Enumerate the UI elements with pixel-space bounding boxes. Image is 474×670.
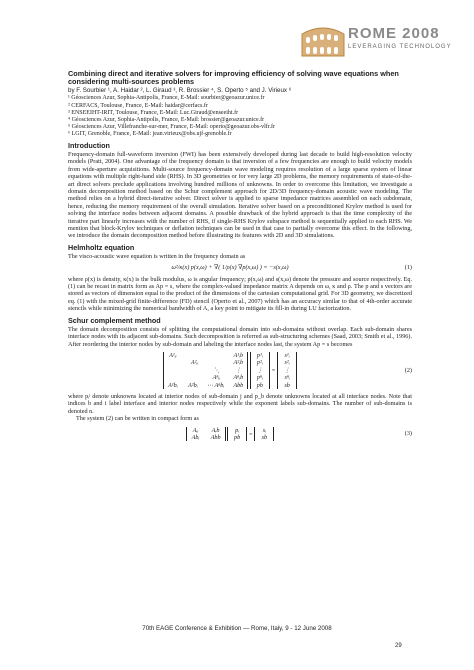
matrix-row [254,382,266,389]
matrix-row [254,359,266,366]
compact-matrix-a [186,427,226,442]
matrix-cell: sⁿᵢ [284,374,290,382]
matrix-cell: Abb [233,381,244,389]
matrix-row [258,434,270,441]
equation-2-number: (2) [404,366,412,374]
affiliation: ¹ Géosciences Azur, Sophia-Antipolis, France, E-Mail: sourbier@geoazur.unice.fr [68,95,265,102]
vector-s [277,352,297,389]
intro-paragraph: Frequency-domain full-waveform inversion (FWI) has been extensively developed during last decade to build high-resolution velocity models (Pratt, 2004). One advantage of the frequency domain is that inversion of a few frequencies are enough to build velocity models from wide-aperture acquisitions. Multi-source frequency-domain wave modeling requires resolution of a large sparse system of linear equations with multiple right-hand side (RHS). In 3D geometries or for very large 2D problems, the memory requirements of state-of-the-art direct solvers preclude applications involving hundred millions of unknowns. In order to overcome this limitation, we investigate a domain decomposition method based on the Schur complement approach for 2D/3D frequency-domain acoustic wave modeling. The method relies on a hybrid direct-iterative solver. Direct solver is applied to sparse impedance matrices assembled on each subdomain, hence, reducing the memory requirement of the overall simulation. Iterative solver based on a preconditioned Krylov method is used for solving the interface nodes between adjacent domains. A possible drawback of the hybrid approach is that the time complexity of the iterative part linearly increases with the number of RHS, if single-RHS Krylov subspace method is sequentially applied to each RHS. We mention that block-Krylov techniques or deflation techniques can be used in that case to partially overcome this effect. In the following, we introduce the domain decomposition method before illustrating its features with 2D and 3D simulations. [68,150,412,240]
matrix-cell: ⋱ [213,366,220,374]
page-number: 29 [395,643,402,649]
paper-content [68,70,412,445]
matrix-cell: ⋮ [284,366,291,374]
matrix-cell: pb [256,381,263,389]
paper-authors: by F. Sourbier ¹, A. Haidar ², L. Giraud ³, R. Brossier ⁴, S. Operto ⁵ and J. Virieux ⁶ [68,87,292,94]
matrix-row [190,427,222,434]
matrix-cell: ⋮ [256,366,263,374]
affiliations-list [68,95,412,138]
matrix-row [167,352,244,359]
equation-3-number: (3) [404,430,412,438]
schur-paragraph-1: The domain decomposition consists of splitting the computational domain into sub-domains without overlap. Each sub-domain shares interface nodes with its adjacent sub-domains. Such decomposition is referred as sub-structuring schemes (Saad, 2003; Smith et al., 1996). After reordering the interior nodes by sub-domain and labeling the interface nodes last, the system Ap = s becomes [68,325,412,348]
matrix-cell [189,374,201,381]
matrix-cell: A²ᵢᵢ [190,359,199,367]
matrix-cell: A²ᵢb [233,359,244,367]
matrix-cell: A¹ᵢᵢ [169,351,177,359]
matrix-cell: p²ᵢ [256,359,263,367]
matrix-row [254,352,266,359]
matrix-cell [167,374,179,381]
matrix-cell: ⋯ Aⁿbᵢ [206,381,225,389]
matrix-cell: ⋮ [235,366,242,374]
equation-3-body: Aᵢᵢ Aᵢb Abᵢ Abb pᵢ pb = sᵢ sb [68,427,392,442]
schur-paragraph-3: The system (2) can be written in compact form as [76,415,199,423]
matrix-cell: sᵢ [262,426,267,434]
matrix-cell [210,359,222,366]
matrix-cell: p¹ᵢ [256,351,263,359]
matrix-row [167,367,244,374]
matrix-cell: pⁿᵢ [256,374,263,382]
matrix-cell: sb [284,381,290,389]
matrix-row [254,367,266,374]
matrix-cell [189,367,201,374]
affiliation: ² CERFACS, Toulouse, France, E-Mail: haidar@cerfacs.fr [68,102,208,109]
equation-1-number: (1) [404,264,412,272]
matrix-row [167,382,244,389]
matrix-cell: pᵢ [235,426,240,434]
matrix-row [167,359,244,366]
affiliation: ³ ENSEEIHT-IRIT, Toulouse, France, E-Mail: Luc.Giraud@enseeiht.fr [68,109,239,116]
matrix-cell [167,359,179,366]
matrix-row [167,374,244,381]
equation-2 [68,352,412,389]
matrix-cell: Abᵢ [191,433,200,441]
matrix-cell: Abb [210,433,221,441]
matrix-cell: sb [261,433,268,441]
matrix-cell [189,352,201,359]
matrix-row [254,374,266,381]
section-heading-introduction: Introduction [68,140,110,150]
matrix-cell: A¹ᵢb [233,351,244,359]
matrix-cell: Aⁿᵢb [233,374,244,382]
logo-subtitle: LEVERAGING TECHNOLOGY [348,44,452,50]
compact-vector-s [254,427,274,442]
paper-title: Combining direct and iterative solvers for improving efficiency of solving wave equations when considering multi-sources problems [68,69,399,86]
vector-p [250,352,270,389]
matrix-row [281,352,293,359]
section-heading-schur: Schur complement method [68,315,161,325]
equation-1 [68,264,412,271]
matrix-cell: pb [234,433,241,441]
affiliation: ⁵ Géosciences Azur, Villefranche-sur-mer, France, E-Mail: operto@geoazur.obs-vlfr.fr [68,123,275,130]
section-heading-helmholtz: Helmholtz equation [68,242,135,252]
matrix-row [258,427,270,434]
matrix-row [281,382,293,389]
matrix-cell [210,352,222,359]
matrix-row [190,434,222,441]
matrix-row [231,427,243,434]
affiliation: ⁴ Géosciences Azur, Sophia-Antipolis, France, E-Mail: brossier@geoazur.unice.fr [68,116,265,123]
logo-title: ROME 2008 [348,25,440,42]
matrix-row [281,367,293,374]
helmholtz-intro: The visco-acoustic wave equation is written in the frequency domain as [68,252,246,260]
block-matrix-a [163,352,248,389]
matrix-cell [167,367,179,374]
matrix-cell: A¹bᵢ [168,381,178,389]
matrix-cell: Aᵢᵢ [192,426,199,434]
equation-1-body: ω²/κ(x) p(x,ω) + ∇( 1/ρ(x) ∇p(x,ω) ) = −s(x,ω) [171,264,289,272]
matrix-cell: s²ᵢ [284,359,290,367]
equation-2-body: A¹ᵢᵢ A¹ᵢb A²ᵢᵢ A²ᵢb ⋱ ⋮ Aⁿᵢᵢ Aⁿᵢb A¹bᵢ A²bᵢ ⋯ Aⁿbᵢ Abb p¹ᵢ p²ᵢ ⋮ pⁿᵢ pb = s¹ᵢ s²ᵢ ⋮ sⁿᵢ sb [68,352,392,389]
matrix-cell: A²bᵢ [188,381,198,389]
matrix-row [281,374,293,381]
helmholtz-paragraph: where ρ(x) is density, κ(x) is the bulk modulus, ω is angular frequency; p(x,ω) and s(x,ω) denote the pressure and source respectively. Eq. (1) can be recast in matrix form as Ap = s, where the complex-valued impedance matrix A depends on ω, κ and ρ. The p and s vectors are stored as vectors of dimension equal to the product of the dimensions of the cartesian computational grid. For 3D geometry, we discretized eq. (1) with the mixed-grid finite-difference (FD) stencil (Operto et al., 2007) which has an accuracy similar to that of 4th-order accurate stencils while minimizing the numerical bandwidth of A, a key point to mitigate its fill-in during LU factorization. [68,275,412,313]
matrix-cell: s¹ᵢ [284,351,290,359]
affiliation: ⁶ LGIT, Grenoble, France, E-Mail: jean.virieux@obs.ujf-grenoble.fr [68,130,232,137]
matrix-row [231,434,243,441]
conference-footer: 70th EAGE Conference & Exhibition — Rome, Italy, 9 - 12 June 2008 [142,625,332,632]
colosseum-icon [300,20,346,60]
matrix-cell: Aᵢb [211,426,220,434]
matrix-row [281,359,293,366]
schur-paragraph-2: where pᵢʲ denote unknowns located at interior nodes of sub-domain j and p_b denote unknowns located at all interface nodes. Note that indices b and i label interface and interior nodes respectively while the exponent labels sub-domains. The number of sub-domains is denoted n. [68,392,412,415]
matrix-cell: Aⁿᵢᵢ [212,374,221,382]
compact-vector-p [227,427,247,442]
equation-3 [68,427,412,442]
